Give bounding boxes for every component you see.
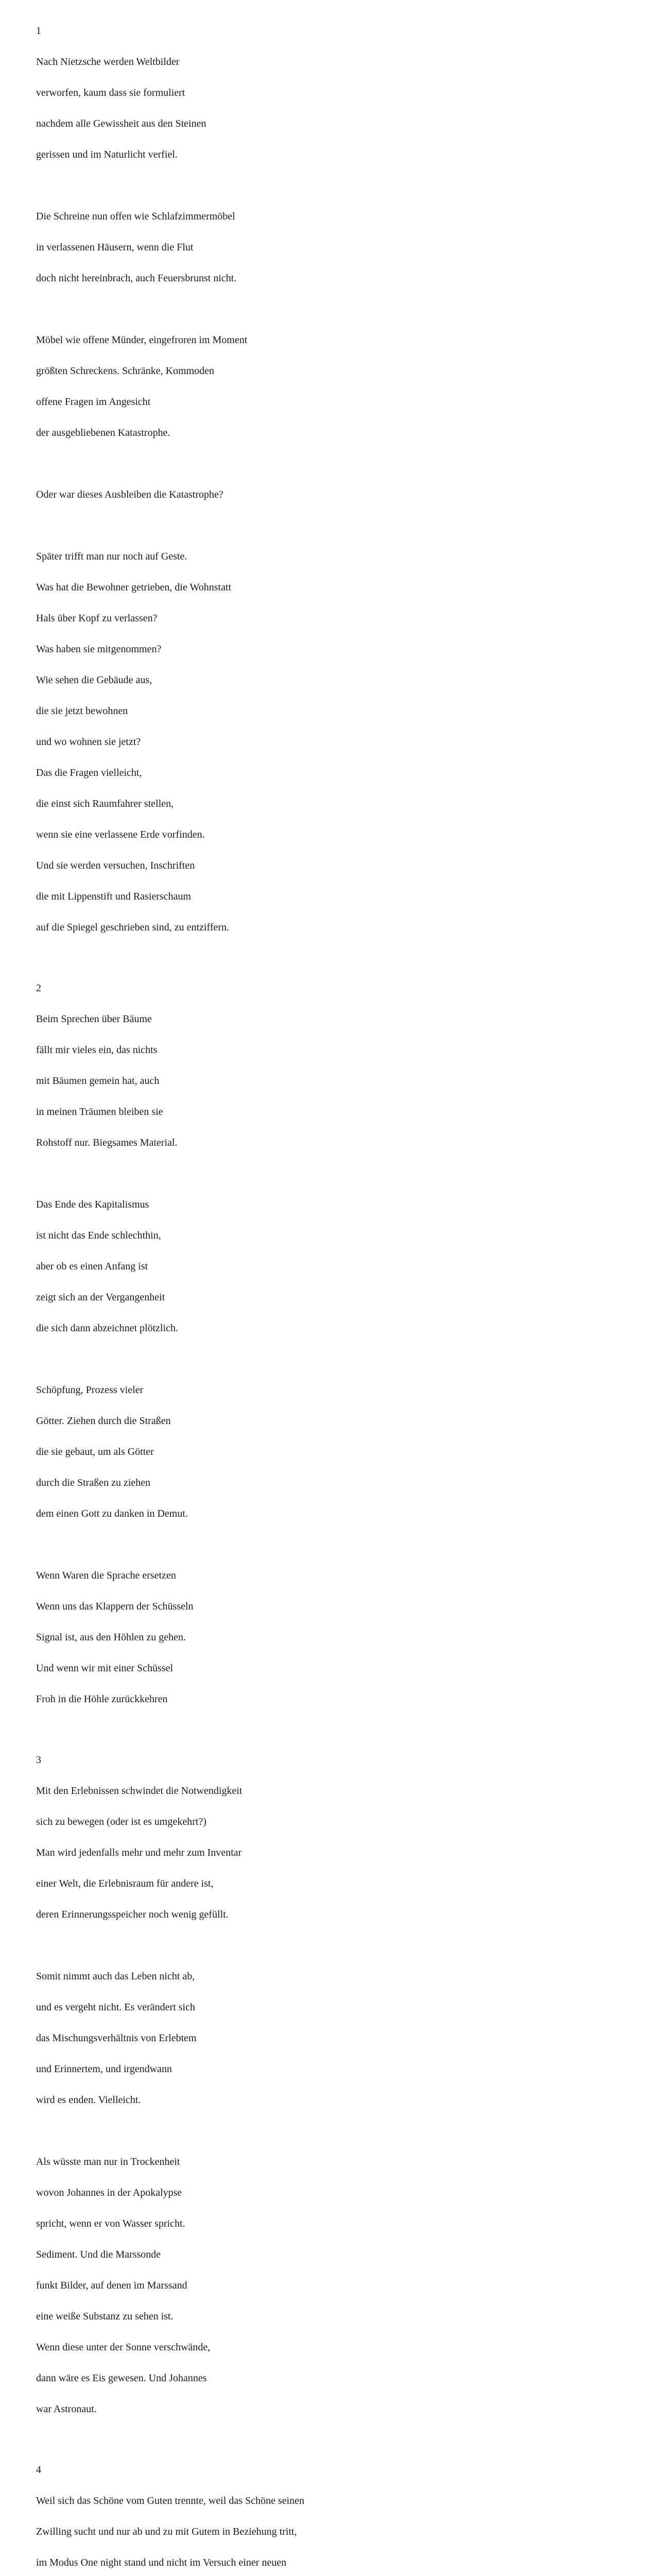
stanza bbox=[36, 1560, 613, 1715]
poem-line: im Modus One night stand und nicht im Versuch einer neuen bbox=[36, 2557, 287, 2568]
stanza-gap bbox=[36, 1529, 613, 1560]
poem-line: mit Bäumen gemein hat, auch bbox=[36, 1075, 160, 1087]
poem-line: und Erinnertem, und irgendwann bbox=[36, 2063, 172, 2075]
poem-line: gerissen und im Naturlicht verfiel. bbox=[36, 149, 178, 160]
stanza bbox=[36, 2146, 613, 2425]
poem-line: Später trifft man nur noch auf Geste. bbox=[36, 551, 187, 562]
poem-line: deren Erinnerungsspeicher noch wenig gefüllt. bbox=[36, 1909, 229, 1920]
section-number: 1 bbox=[36, 25, 41, 37]
poem-line: doch nicht hereinbrach, auch Feuersbrunst nicht. bbox=[36, 273, 237, 284]
section-gap bbox=[36, 1715, 613, 1744]
poem-line: spricht, wenn er von Wasser spricht. bbox=[36, 2218, 185, 2229]
stanza bbox=[36, 1004, 613, 1158]
poem-text bbox=[36, 15, 613, 2576]
poem-line: Und sie werden versuchen, Inschriften bbox=[36, 860, 195, 871]
poem-line: Wenn Waren die Sprache ersetzen bbox=[36, 1570, 176, 1581]
stanza bbox=[36, 1189, 613, 1344]
poem-line: funkt Bilder, auf denen im Marssand bbox=[36, 2280, 187, 2291]
poem-line: Was hat die Bewohner getrieben, die Wohnstatt bbox=[36, 582, 232, 593]
poem-section bbox=[36, 2454, 613, 2576]
poem-line: Beim Sprechen über Bäume bbox=[36, 1013, 152, 1025]
poem-line: Was haben sie mitgenommen? bbox=[36, 643, 162, 655]
poem-line: Zwilling sucht und nur ab und zu mit Gutem in Beziehung tritt, bbox=[36, 2526, 297, 2537]
poem-line: sich zu bewegen (oder ist es umgekehrt?) bbox=[36, 1816, 206, 1827]
poem-line: in meinen Träumen bleiben sie bbox=[36, 1106, 163, 1117]
poem-line: in verlassenen Häusern, wenn die Flut bbox=[36, 242, 194, 253]
poem-line: Froh in die Höhle zurückkehren bbox=[36, 1693, 168, 1705]
stanza bbox=[36, 201, 613, 294]
poem-line: der ausgebliebenen Katastrophe. bbox=[36, 427, 170, 438]
poem-line: dem einen Gott zu danken in Demut. bbox=[36, 1508, 188, 1519]
stanza bbox=[36, 1775, 613, 1930]
poem-line: Und wenn wir mit einer Schüssel bbox=[36, 1663, 174, 1674]
poem-line: Das die Fragen vielleicht, bbox=[36, 767, 142, 778]
poem-line: nachdem alle Gewissheit aus den Steinen bbox=[36, 118, 206, 129]
stanza bbox=[36, 1375, 613, 1529]
poem-line: Als wüsste man nur in Trockenheit bbox=[36, 2156, 180, 2167]
poem-line: fällt mir vieles ein, das nichts bbox=[36, 1044, 158, 1056]
poem-line: größten Schreckens. Schränke, Kommoden bbox=[36, 365, 215, 377]
section-gap bbox=[36, 2425, 613, 2454]
poem-line: Möbel wie offene Münder, eingefroren im Moment bbox=[36, 334, 248, 346]
stanza-gap bbox=[36, 294, 613, 325]
poem-line: Wenn diese unter der Sonne verschwände, bbox=[36, 2342, 211, 2353]
poem-line: die einst sich Raumfahrer stellen, bbox=[36, 798, 174, 809]
poem-line: Weil sich das Schöne vom Guten trennte, weil das Schöne seinen bbox=[36, 2495, 305, 2506]
stanza-gap bbox=[36, 1158, 613, 1189]
section-number: 4 bbox=[36, 2464, 41, 2476]
poem-line: Oder war dieses Ausbleiben die Katastrophe? bbox=[36, 489, 223, 500]
poem-line: Hals über Kopf zu verlassen? bbox=[36, 613, 158, 624]
stanza-gap bbox=[36, 170, 613, 201]
poem-line: verworfen, kaum dass sie formuliert bbox=[36, 87, 185, 98]
poem-section bbox=[36, 15, 613, 943]
poem-line: wenn sie eine verlassene Erde vorfinden. bbox=[36, 829, 205, 840]
poem-line: wird es enden. Vielleicht. bbox=[36, 2094, 141, 2106]
stanza-gap bbox=[36, 1930, 613, 1961]
poem-line: Schöpfung, Prozess vieler bbox=[36, 1384, 144, 1396]
poem-line: Sediment. Und die Marssonde bbox=[36, 2249, 161, 2260]
poem-line: Wenn uns das Klappern der Schüsseln bbox=[36, 1601, 194, 1612]
poem-line: wovon Johannes in der Apokalypse bbox=[36, 2187, 182, 2198]
poem-line: offene Fragen im Angesicht bbox=[36, 396, 151, 408]
section-number: 3 bbox=[36, 1754, 41, 1766]
stanza bbox=[36, 479, 613, 510]
poem-line: dann wäre es Eis gewesen. Und Johannes bbox=[36, 2372, 207, 2384]
poem-line: Wie sehen die Gebäude aus, bbox=[36, 674, 152, 686]
stanza-gap bbox=[36, 510, 613, 541]
poem-line: Götter. Ziehen durch die Straßen bbox=[36, 1415, 171, 1427]
poem-line: aber ob es einen Anfang ist bbox=[36, 1261, 148, 1272]
stanza-gap bbox=[36, 2115, 613, 2146]
stanza-gap bbox=[36, 1344, 613, 1375]
poem-line: Signal ist, aus den Höhlen zu gehen. bbox=[36, 1632, 186, 1643]
poem-line: und wo wohnen sie jetzt? bbox=[36, 736, 141, 748]
stanza bbox=[36, 2485, 613, 2576]
poem-line: Somit nimmt auch das Leben nicht ab, bbox=[36, 1971, 195, 1982]
stanza bbox=[36, 1961, 613, 2115]
poem-line: die sie gebaut, um als Götter bbox=[36, 1446, 154, 1458]
poem-line: ist nicht das Ende schlechthin, bbox=[36, 1230, 161, 1241]
poem-line: durch die Straßen zu ziehen bbox=[36, 1477, 151, 1488]
poem-line: Das Ende des Kapitalismus bbox=[36, 1199, 149, 1210]
stanza bbox=[36, 541, 613, 943]
section-number: 2 bbox=[36, 982, 41, 994]
stanza bbox=[36, 325, 613, 448]
poem-line: Nach Nietzsche werden Weltbilder bbox=[36, 56, 180, 67]
stanza bbox=[36, 46, 613, 170]
poem-line: Man wird jedenfalls mehr und mehr zum Inventar bbox=[36, 1847, 242, 1858]
poem-line: war Astronaut. bbox=[36, 2403, 97, 2415]
poem-line: Mit den Erlebnissen schwindet die Notwendigkeit bbox=[36, 1785, 242, 1797]
poem-line: auf die Spiegel geschrieben sind, zu entziffern. bbox=[36, 922, 230, 933]
poem-line: das Mischungsverhältnis von Erlebtem bbox=[36, 2032, 197, 2044]
section-gap bbox=[36, 943, 613, 973]
poem-line: einer Welt, die Erlebnisraum für andere ist, bbox=[36, 1878, 214, 1889]
poem-section bbox=[36, 1744, 613, 2425]
stanza-gap bbox=[36, 448, 613, 479]
poem-section bbox=[36, 973, 613, 1715]
poem-line: Rohstoff nur. Biegsames Material. bbox=[36, 1137, 178, 1148]
poem-line: und es vergeht nicht. Es verändert sich bbox=[36, 2002, 195, 2013]
poem-line: zeigt sich an der Vergangenheit bbox=[36, 1292, 165, 1303]
poem-line: eine weiße Substanz zu sehen ist. bbox=[36, 2311, 174, 2322]
poem-line: die mit Lippenstift und Rasierschaum bbox=[36, 891, 192, 902]
poem-line: Die Schreine nun offen wie Schlafzimmermöbel bbox=[36, 211, 235, 222]
poem-line: die sie jetzt bewohnen bbox=[36, 705, 128, 717]
poem-line: die sich dann abzeichnet plötzlich. bbox=[36, 1323, 179, 1334]
